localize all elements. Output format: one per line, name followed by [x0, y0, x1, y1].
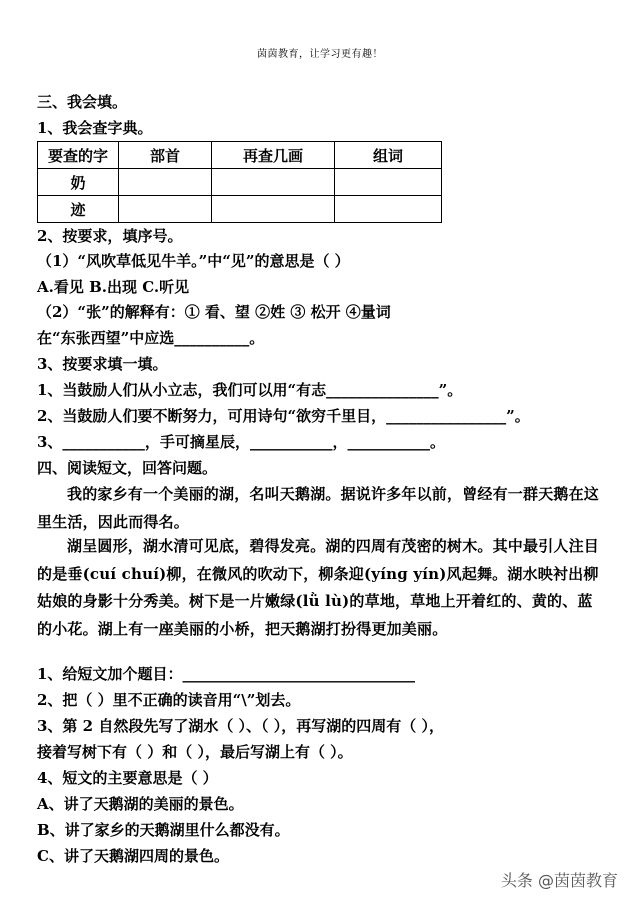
q2-1-options: A.看见 B.出现 C.听见 [37, 278, 190, 296]
q2-2: （2）“张”的解释有：① 看、望 ②姓 ③ 松开 ④量词 [37, 303, 391, 321]
table-header: 要查的字 [38, 142, 119, 169]
table-header: 组词 [335, 142, 442, 169]
table-cell: 奶 [38, 169, 119, 196]
reading-q3b: 接着写树下有（ ）和（ ），最后写湖上有（ ）。 [37, 743, 353, 761]
page-header: 茵茵教育，让学习更有趣！ [257, 49, 383, 60]
q3-1: 1、当鼓励人们从小立志，我们可以用“有志_______________”。 [37, 381, 463, 399]
dictionary-table [37, 141, 442, 223]
reading-q4: 4、短文的主要意思是（ ） [37, 769, 218, 787]
q2-title: 2、按要求，填序号。 [37, 227, 183, 245]
section-3-title: 三、我会填。 [37, 93, 128, 111]
reading-q4-option-b: B、讲了家乡的天鹅湖里什么都没有。 [37, 821, 290, 839]
table-cell [212, 169, 335, 196]
passage-paragraph-1: 我的家乡有一个美丽的湖，名叫天鹅湖。据说许多年以前，曾经有一群天鹅在这里生活，因此而得名。 [37, 485, 600, 531]
table-cell [119, 169, 212, 196]
q1-title: 1、我会查字典。 [37, 119, 153, 137]
reading-q2: 2、把（ ）里不正确的读音用“\”划去。 [37, 691, 301, 709]
table-header: 部首 [119, 142, 212, 169]
passage-paragraph-2: 湖呈圆形，湖水清可见底，碧得发亮。湖的四周有茂密的树木。其中最引人注目的是垂(cuí chuí)柳，在微风的吹动下，柳条迎(yínɡ yín)风起舞。湖水映衬出柳姑娘的身影十分秀美。树下是一片嫩绿(lǜ lù)的草地，草地上开着红的、黄的、蓝的小花。湖上有一座美丽的小桥，把天鹅湖打扮得更加美丽。 [37, 537, 600, 638]
reading-q1: 1、给短文加个题目：_______________________________ [37, 665, 415, 683]
q3-3: 3、___________，手可摘星辰，___________，___________。 [37, 433, 445, 451]
q2-1: （1）“风吹草低见牛羊。”中“见”的意思是（ ） [37, 252, 350, 270]
section-4-title: 四、阅读短文，回答问题。 [37, 459, 218, 477]
reading-q4-option-a: A、讲了天鹅湖的美丽的景色。 [37, 795, 244, 813]
table-cell [212, 196, 335, 223]
q3-title: 3、按要求填一填。 [37, 355, 168, 373]
reading-q4-option-c: C、讲了天鹅湖四周的景色。 [37, 847, 229, 865]
table-header: 再查几画 [212, 142, 335, 169]
reading-q3a: 3、第 2 自然段先写了湖水（ ）、（ ），再写湖的四周有（ ）， [37, 717, 444, 735]
table-cell [119, 196, 212, 223]
q2-2b: 在“东张西望”中应选__________。 [37, 329, 265, 347]
table-cell: 迹 [38, 196, 119, 223]
table-cell [335, 196, 442, 223]
q3-2: 2、当鼓励人们要不断努力，可用诗句“欲穷千里目，________________”。 [37, 407, 530, 425]
table-cell [335, 169, 442, 196]
watermark: 头条 @茵茵教育 [500, 871, 618, 890]
